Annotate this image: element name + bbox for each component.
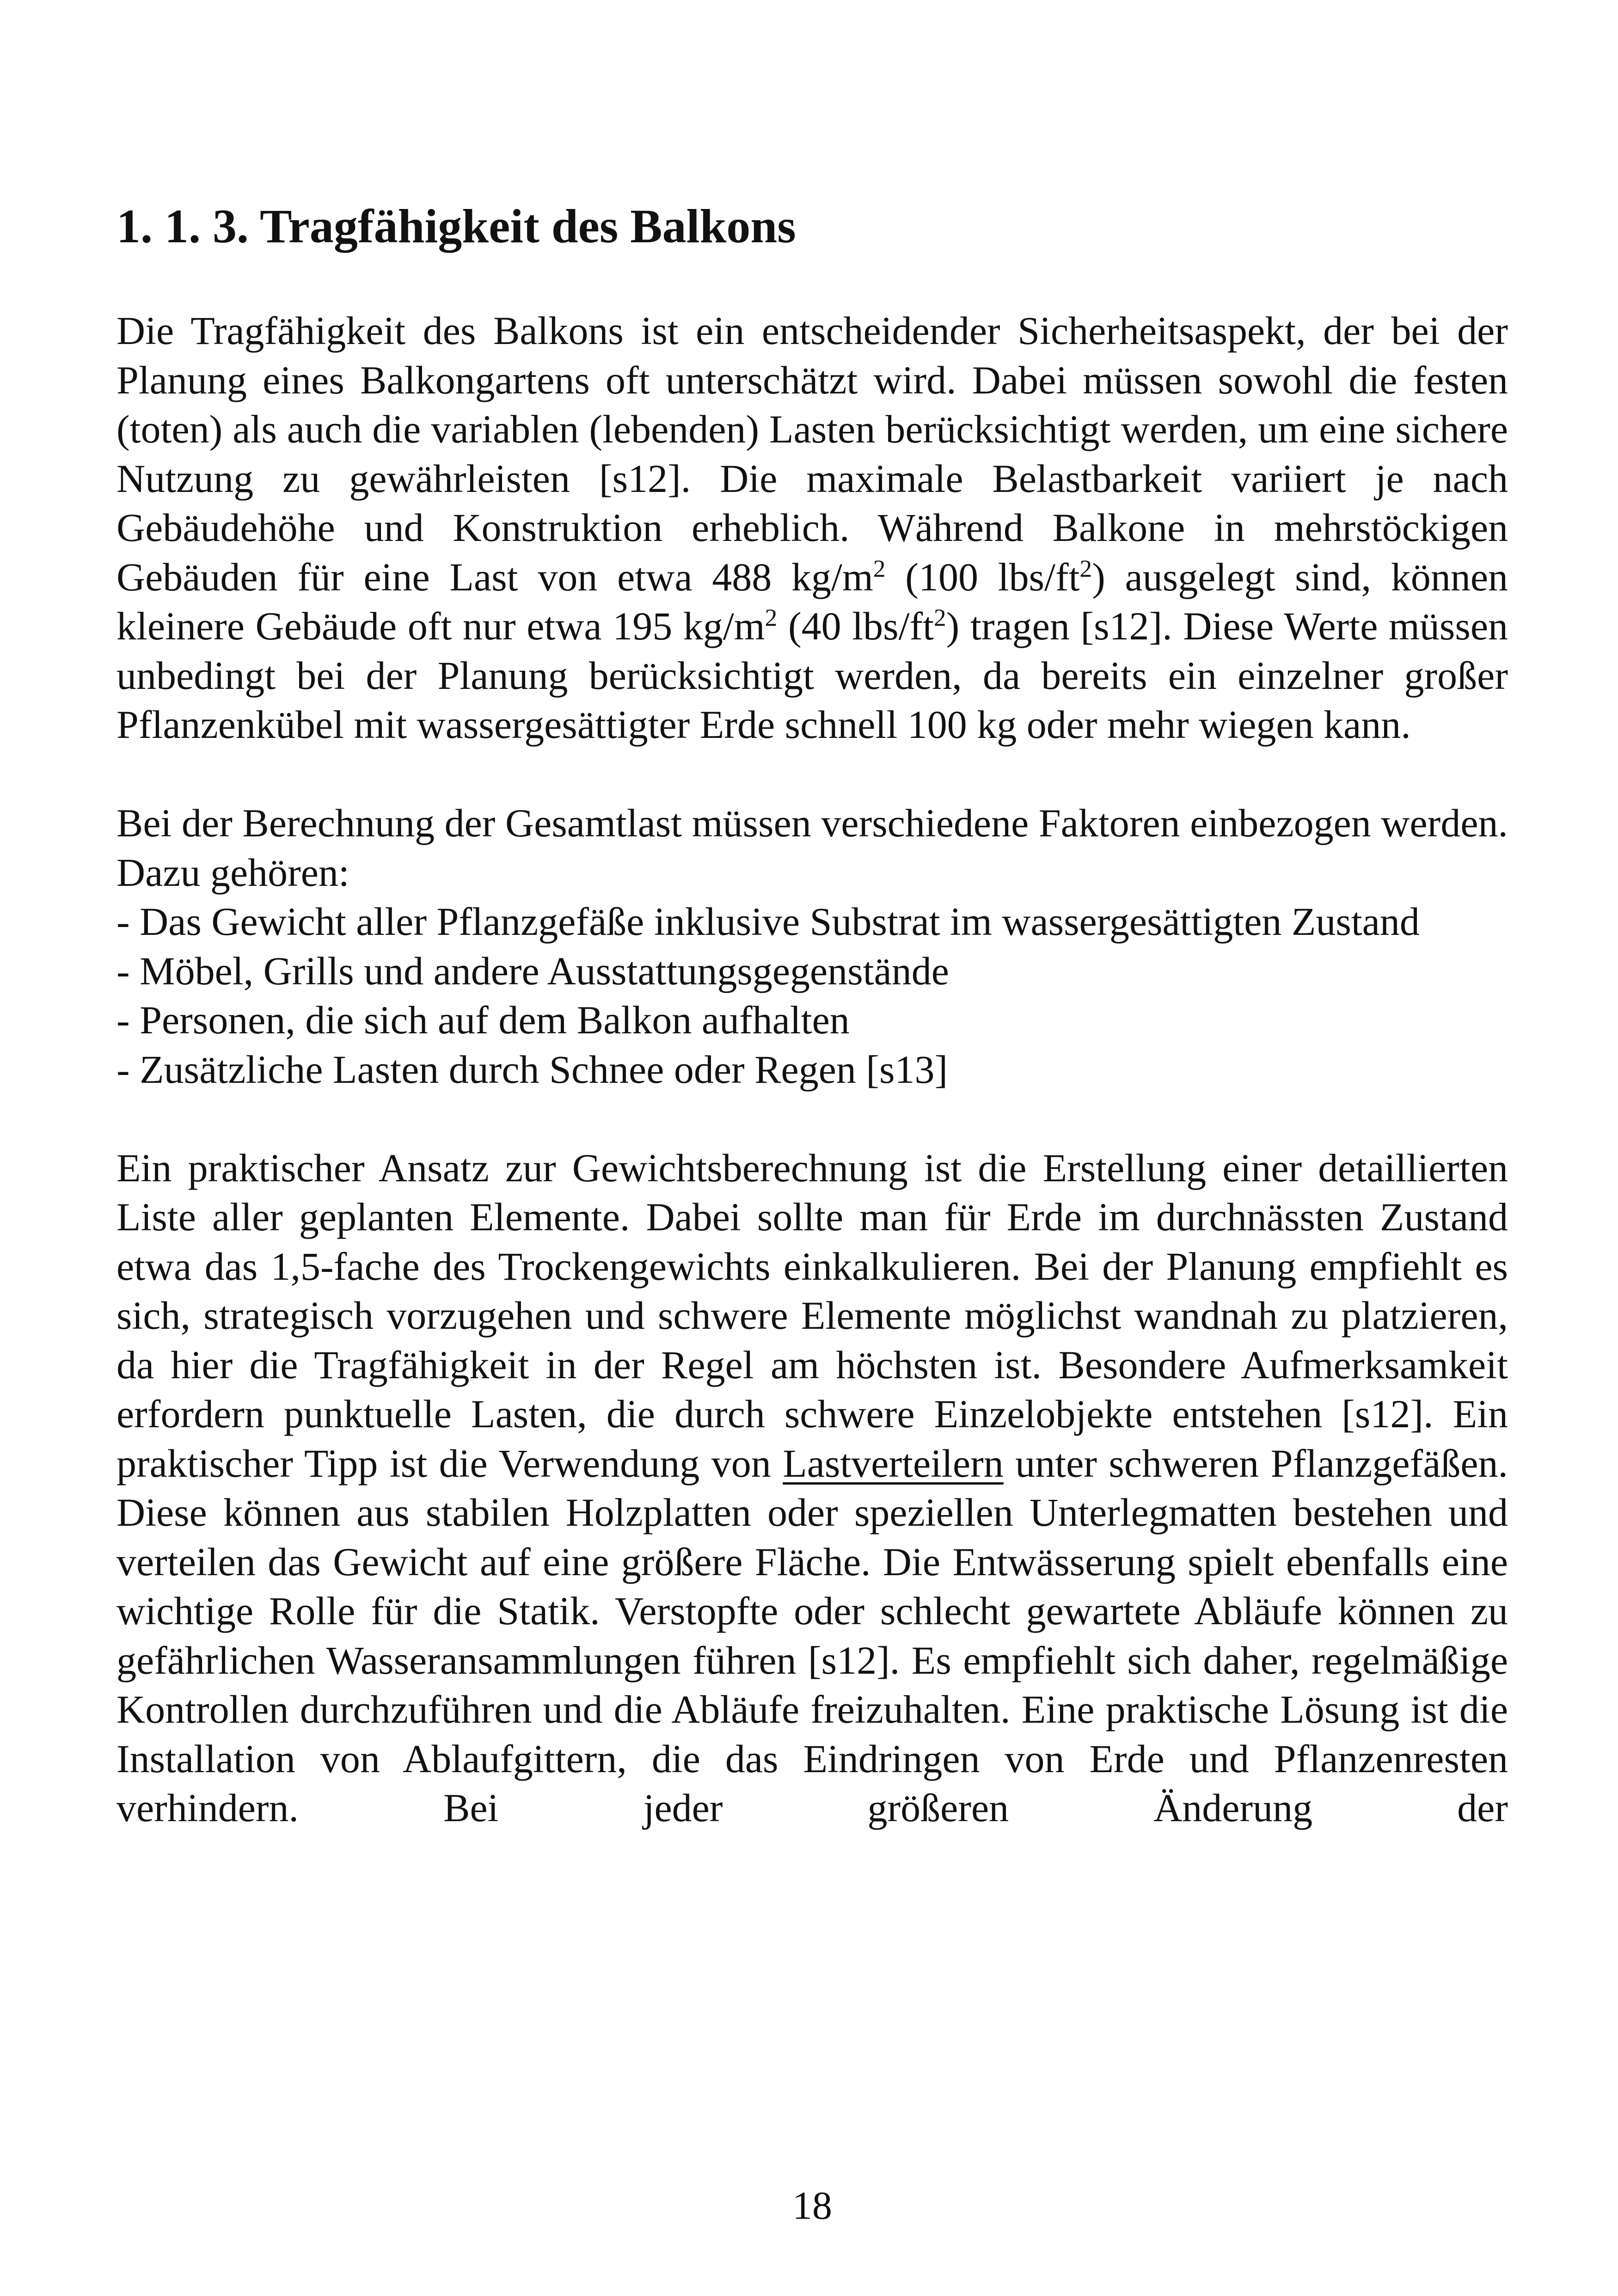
- document-page: [116, 0, 1508, 2296]
- list-item: - Das Gewicht aller Pflanzgefäße inklusive Substrat im wassergesättigten Zustand: [116, 899, 1420, 944]
- body-text: [116, 306, 1508, 1882]
- page-number: 18: [792, 2183, 832, 2228]
- list-item: - Zusätzliche Lasten durch Schnee oder Regen [s13]: [116, 1047, 948, 1092]
- load-factor-list: [116, 897, 1508, 1094]
- section-heading: 1. 1. 3. Tragfähigkeit des Balkons: [116, 200, 796, 253]
- superscript-squared: 2: [1079, 554, 1092, 583]
- paragraph-3-text-b: unter schweren Pflanzgefäßen. Diese können aus stabilen Holzplatten oder speziellen Unterlegmatten bestehen und verteilen das Gewicht auf eine größere Fläche. Die Entwässerung spielt ebenfalls eine wichtige Rolle für die Statik. Verstopfte oder schlecht gewartete Abläufe können zu gefährlichen Wasseransammlungen führen [s12]. Es empfiehlt sich daher, regelmäßige Kontrollen durchzuführen und die Abläufe freizuhalten. Eine praktische Lösung ist die Installation von Ablaufgittern, die das Eindringen von Erde und Pflanzenresten verhindern. Bei jeder größeren Änderung der: [116, 1441, 1508, 1830]
- list-item: - Möbel, Grills und andere Ausstattungsgegenstände: [116, 948, 949, 993]
- superscript-squared: 2: [873, 554, 886, 583]
- paragraph-1-text-b: (100 lbs/ft: [885, 554, 1080, 599]
- paragraph-1-text-d: (40 lbs/ft: [777, 604, 934, 648]
- paragraph-1-text-c: ) ausgelegt sind, können kleinere Gebäude oft nur etwa 195 kg/m: [116, 554, 1508, 648]
- lastverteiler-link[interactable]: Lastverteilern: [783, 1441, 1004, 1486]
- paragraph-load-capacity: [116, 306, 1508, 749]
- superscript-squared: 2: [934, 603, 946, 632]
- paragraph-total-load-intro: Bei der Berechnung der Gesamtlast müssen verschiedene Faktoren einbezogen werden. Dazu gehören:: [116, 801, 1508, 895]
- paragraph-1-text-e: ) tragen [s12]. Diese Werte müssen unbedingt bei der Planung berücksichtigt werden, da bereits ein einzelner großer Pflanzenkübel mit wassergesättigter Erde schnell 100 kg oder mehr wiegen kann.: [116, 604, 1508, 747]
- list-item: - Personen, die sich auf dem Balkon aufhalten: [116, 998, 850, 1042]
- paragraph-3-text-a: Ein praktischer Ansatz zur Gewichtsberechnung ist die Erstellung einer detaillierten Liste aller geplanten Elemente. Dabei sollte man für Erde im durchnässten Zustand etwa das 1,5-fache des Trockengewichts einkalkulieren. Bei der Planung empfiehlt es sich, strategisch vorzugehen und schwere Elemente möglichst wandnah zu platzieren, da hier die Tragfähigkeit in der Regel am höchsten ist. Besondere Aufmerksamkeit erfordern punktuelle Lasten, die durch schwere Einzelobjekte entstehen [s12]. Ein praktischer Tipp ist die Verwendung von: [116, 1145, 1508, 1486]
- paragraph-weight-calculation: [116, 1143, 1508, 1833]
- paragraph-1-text-a: Die Tragfähigkeit des Balkons ist ein entscheidender Sicherheitsaspekt, der bei der Planung eines Balkongartens oft unterschätzt wird. Dabei müssen sowohl die festen (toten) als auch die variablen (lebenden) Lasten berücksichtigt werden, um eine sichere Nutzung zu gewährleisten [s12]. Die maximale Belastbarkeit variiert je nach Gebäudehöhe und Konstruktion erheblich. Während Balkone in mehrstöckigen Gebäuden für eine Last von etwa 488 kg/m: [116, 308, 1508, 599]
- superscript-squared: 2: [765, 603, 778, 632]
